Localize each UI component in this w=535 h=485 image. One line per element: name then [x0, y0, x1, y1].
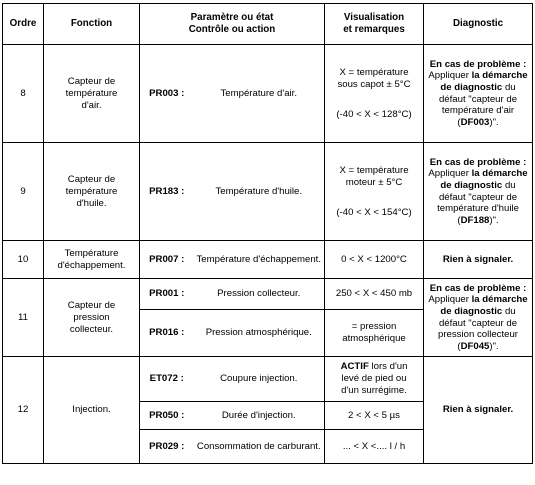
header-ordre: Ordre [3, 4, 44, 45]
param-label: Consommation de carburant. [194, 430, 325, 464]
param-label: Coupure injection. [194, 357, 325, 402]
ordre-cell: 11 [3, 279, 44, 357]
param-code: PR050 : [140, 402, 194, 430]
visualisation-cell: X = température sous capot ± 5°C (-40 < X < 128°C) [325, 45, 424, 143]
diagnostic-cell: En cas de problème : Appliquer la démarche de diagnostic du défaut "capteur de pression collecteur (DF045)". [424, 279, 533, 357]
param-code: PR007 : [140, 241, 194, 279]
diagnostic-cell: En cas de problème : Appliquer la démarche de diagnostic du défaut "capteur de température d'huile (DF188)". [424, 143, 533, 241]
param-code: PR001 : [140, 279, 194, 310]
param-label: Température d'échappement. [194, 241, 325, 279]
param-label: Température d'huile. [194, 143, 325, 241]
visualisation-cell: = pression atmosphérique [325, 310, 424, 357]
fonction-cell: Capteur de température d'air. [44, 45, 140, 143]
header-diagnostic: Diagnostic [424, 4, 533, 45]
table-row [3, 45, 533, 143]
param-code: PR016 : [140, 310, 194, 357]
ordre-cell: 12 [3, 357, 44, 464]
header-visualisation: Visualisation et remarques [325, 4, 424, 45]
table-row [3, 357, 533, 402]
header-parametre: Paramètre ou état Contrôle ou action [140, 4, 325, 45]
visualisation-cell: X = température moteur ± 5°C (-40 < X < 154°C) [325, 143, 424, 241]
fonction-cell: Température d'échappement. [44, 241, 140, 279]
param-label: Température d'air. [194, 45, 325, 143]
param-label: Pression atmosphérique. [194, 310, 325, 357]
diagnostic-table [2, 3, 533, 464]
ordre-cell: 10 [3, 241, 44, 279]
param-code: PR003 : [140, 45, 194, 143]
header-row [3, 4, 533, 45]
param-label: Durée d'injection. [194, 402, 325, 430]
visualisation-cell: ... < X <.... l / h [325, 430, 424, 464]
visualisation-cell: 0 < X < 1200°C [325, 241, 424, 279]
visualisation-cell: 250 < X < 450 mb [325, 279, 424, 310]
header-fonction: Fonction [44, 4, 140, 45]
param-code: PR029 : [140, 430, 194, 464]
table-row [3, 279, 533, 310]
fonction-cell: Capteur de température d'huile. [44, 143, 140, 241]
param-label: Pression collecteur. [194, 279, 325, 310]
param-code: PR183 : [140, 143, 194, 241]
diagnostic-cell: En cas de problème : Appliquer la démarche de diagnostic du défaut "capteur de température d'air (DF003)". [424, 45, 533, 143]
table-row [3, 241, 533, 279]
ordre-cell: 9 [3, 143, 44, 241]
visualisation-cell: 2 < X < 5 µs [325, 402, 424, 430]
fonction-cell: Injection. [44, 357, 140, 464]
ordre-cell: 8 [3, 45, 44, 143]
table-row [3, 143, 533, 241]
diagnostic-cell: Rien à signaler. [424, 357, 533, 464]
visualisation-cell: ACTIF lors d'un levé de pied ou d'un surrégime. [325, 357, 424, 402]
param-code: ET072 : [140, 357, 194, 402]
fonction-cell: Capteur de pression collecteur. [44, 279, 140, 357]
diagnostic-cell: Rien à signaler. [424, 241, 533, 279]
